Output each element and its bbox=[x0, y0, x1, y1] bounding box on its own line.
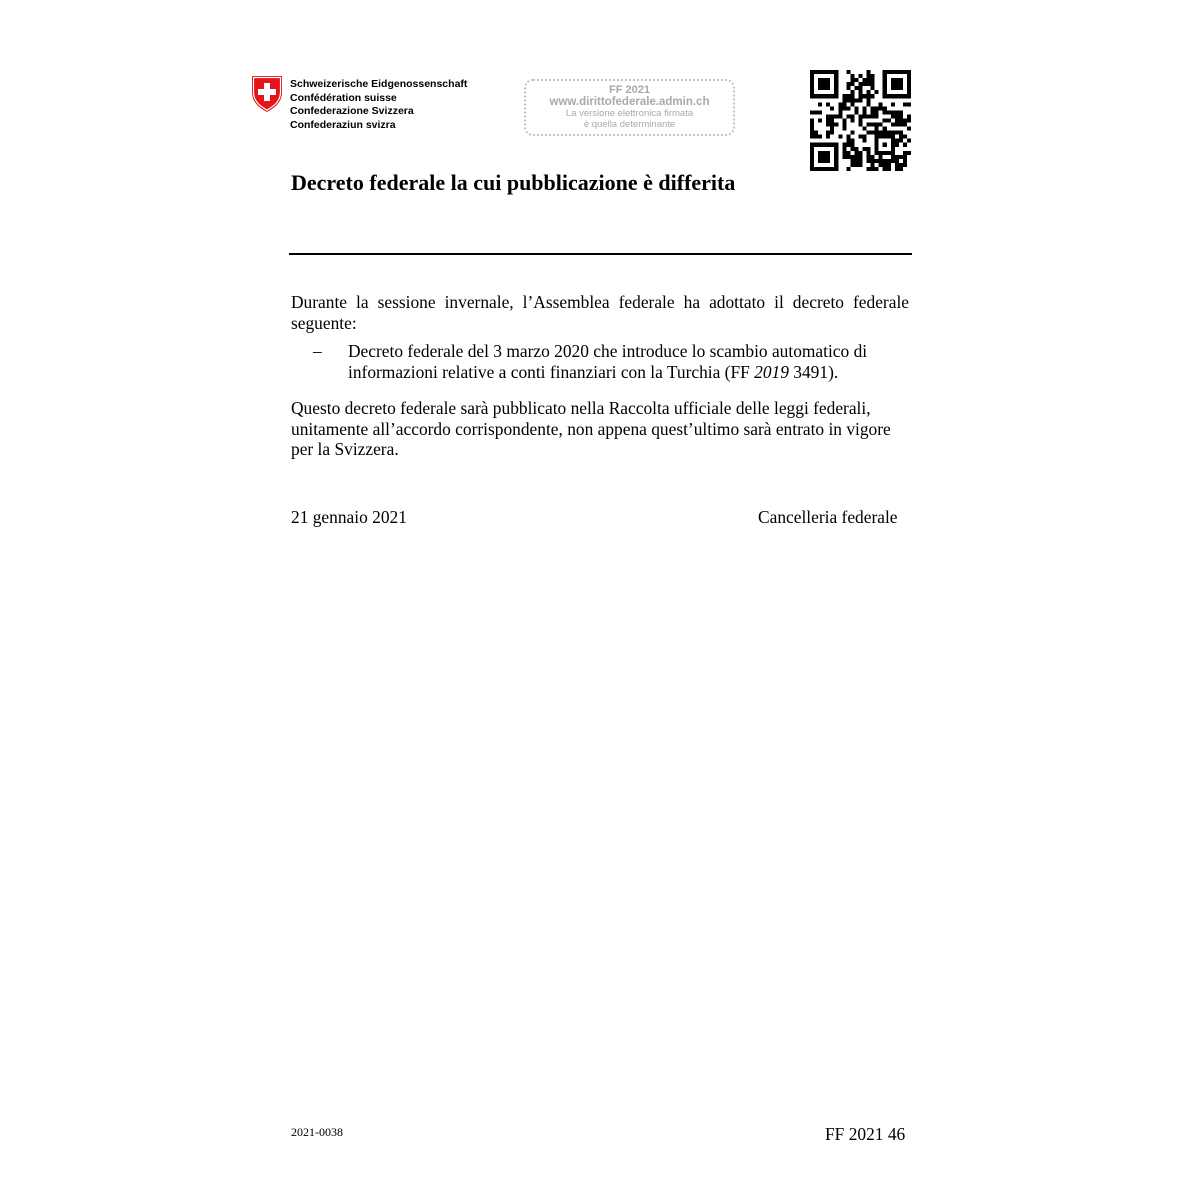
list-item-suffix: 3491). bbox=[788, 361, 839, 382]
list-item-year: 2019 bbox=[754, 361, 789, 382]
page-reference: FF 2021 46 bbox=[825, 1124, 906, 1144]
title-divider bbox=[289, 253, 912, 255]
stamp-note-line2: è quella determinante bbox=[583, 119, 676, 130]
qr-code-icon bbox=[810, 70, 911, 171]
confederation-name-rm: Confederaziun svizra bbox=[290, 118, 396, 131]
swiss-coat-of-arms-icon bbox=[252, 76, 282, 112]
document-date: 21 gennaio 2021 bbox=[291, 507, 407, 527]
list-item-text: Decreto federale del 3 marzo 2020 che introduce lo scambio automatico di informazioni relative a conti finanziari con la Turchia (FF bbox=[348, 341, 868, 382]
intro-paragraph: Durante la sessione invernale, l’Assemblea federale ha adottato il decreto federale seguente: bbox=[291, 292, 909, 333]
stamp-reference: FF 2021 bbox=[609, 84, 650, 96]
electronic-version-stamp bbox=[524, 79, 735, 136]
signatory: Cancelleria federale bbox=[758, 507, 898, 527]
stamp-url: www.dirittofederale.admin.ch bbox=[549, 96, 710, 108]
confederation-name-it: Confederazione Svizzera bbox=[290, 105, 414, 117]
stamp-note-line1: La versione elettronica firmata bbox=[565, 108, 694, 119]
confederation-name-fr: Confédération suisse bbox=[290, 91, 397, 104]
list-item-dash: – bbox=[313, 341, 322, 361]
confederation-name-de: Schweizerische Eidgenossenschaft bbox=[290, 78, 468, 90]
confederation-names bbox=[290, 78, 467, 132]
document-title: Decreto federale la cui pubblicazione è differita bbox=[291, 170, 736, 195]
document-number: 2021-0038 bbox=[291, 1125, 343, 1139]
closing-paragraph: Questo decreto federale sarà pubblicato nella Raccolta ufficiale delle leggi federali, unitamente all’accordo corrispondente, non appena quest’ultimo sarà entrato in vigore per la Svizzera. bbox=[291, 398, 891, 459]
list-item bbox=[348, 341, 910, 382]
